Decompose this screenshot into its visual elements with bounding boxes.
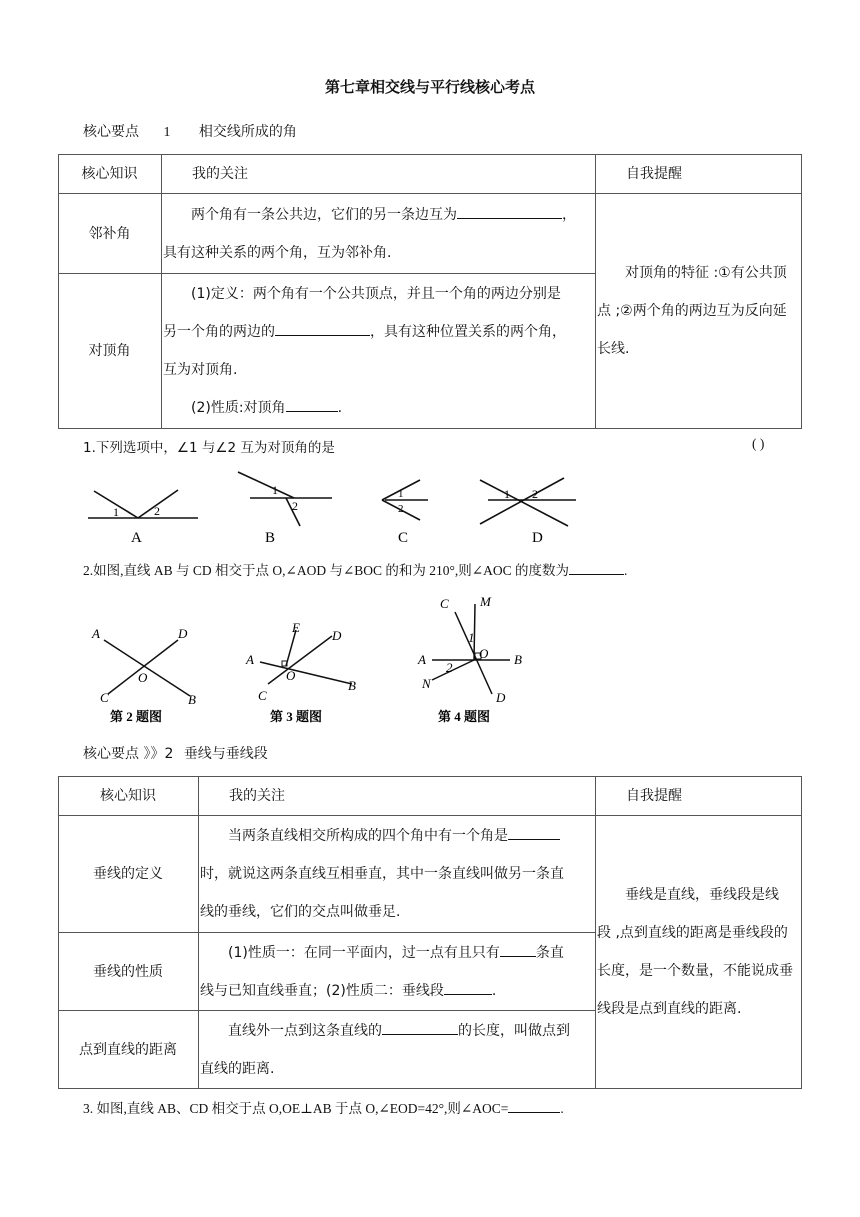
figure-2 xyxy=(91,626,196,724)
fill-blank xyxy=(500,942,536,957)
section-2-heading xyxy=(83,743,268,763)
text: . xyxy=(560,1101,564,1116)
text: (1)定义：两个角有一个公共顶点，并且一个角的两边分别是 xyxy=(191,286,561,302)
row-label-adjacent-supplementary: 邻补角 xyxy=(59,194,162,274)
cell-adjacent-content xyxy=(162,194,596,274)
text: (1)性质一：在同一平面内，过一点有且只有 xyxy=(228,944,500,961)
text: 线的垂线，它们的交点叫做垂足. xyxy=(200,904,401,920)
text: (2)性质:对顶角 xyxy=(191,400,286,416)
angle-label: 1 xyxy=(113,505,119,519)
figure-caption: 第 3 题图 xyxy=(270,709,323,724)
question-1-options-figure xyxy=(80,464,580,549)
text: 段 ,点到直线的距离是垂线段的 xyxy=(597,925,788,941)
point-label: A xyxy=(92,626,100,641)
text: . xyxy=(491,982,497,999)
figures-2-3-4 xyxy=(80,590,550,730)
text: 线与已知直线垂直；(2)性质二：垂线段 xyxy=(200,982,444,999)
cell-distance-content xyxy=(199,1011,596,1089)
text: 长线. xyxy=(597,341,630,357)
fill-blank xyxy=(382,1020,458,1035)
text: 时，就说这两条直线互相垂直，其中一条直线叫做另一条直 xyxy=(200,866,564,882)
text: 长度，是一个数量，不能说成垂 xyxy=(597,963,793,979)
answer-parentheses: ( ) xyxy=(752,436,765,451)
fill-blank xyxy=(508,825,560,840)
point-label: M xyxy=(480,594,491,609)
section-prefix: 核心要点 xyxy=(83,124,139,140)
section-number: 1 xyxy=(163,125,171,140)
cell-properties-content xyxy=(199,933,596,1011)
text: 两个角有一条公共边，它们的另一条边互为 xyxy=(191,206,457,223)
point-label: C xyxy=(258,688,267,703)
question-1 xyxy=(83,436,335,456)
fill-blank xyxy=(275,321,370,336)
angle-label: 2 xyxy=(532,487,538,501)
fill-blank xyxy=(444,980,492,995)
header-my-focus: 我的关注 xyxy=(199,777,596,816)
row-label-point-line-distance: 点到直线的距离 xyxy=(59,1011,199,1089)
option-d-label: D xyxy=(532,530,543,546)
text: 线段是点到直线的距离. xyxy=(597,1001,742,1017)
section-1-heading xyxy=(83,121,297,141)
question-2 xyxy=(83,559,627,579)
angle-label: 2 xyxy=(398,503,404,515)
row-label-vertical-angles: 对顶角 xyxy=(59,274,162,429)
figure-4 xyxy=(417,594,522,724)
table-perpendicular-lines xyxy=(58,776,802,1089)
figure-caption: 第 2 题图 xyxy=(110,709,163,724)
cell-reminder-2 xyxy=(596,816,802,1089)
angle-label: 1 xyxy=(504,487,510,501)
text: 直线外一点到这条直线的 xyxy=(228,1022,382,1039)
table-intersecting-angles xyxy=(58,154,802,429)
header-reminder: 自我提醒 xyxy=(596,155,802,194)
question-2-text: 2.如图,直线 AB 与 CD 相交于点 O,∠AOD 与∠BOC 的和为 210°,则∠AOC 的度数为 xyxy=(83,563,569,578)
angle-label: 2 xyxy=(446,660,453,675)
point-label: O xyxy=(286,668,296,683)
angle-label: 1 xyxy=(398,488,404,500)
text: 的长度，叫做点到 xyxy=(458,1022,570,1039)
text: 对顶角的特征 :①有公共顶 xyxy=(625,265,787,281)
text: 互为对顶角. xyxy=(163,362,238,378)
header-reminder: 自我提醒 xyxy=(596,777,802,816)
text: 当两条直线相交所构成的四个角中有一个角是 xyxy=(228,828,508,844)
angle-label: 2 xyxy=(154,504,160,518)
text: ，具有这种位置关系的两个角， xyxy=(370,324,566,340)
page-title: 第七章相交线与平行线核心考点 xyxy=(324,78,535,96)
text: 具有这种关系的两个角，互为邻补角. xyxy=(163,244,392,261)
angle-label: 1 xyxy=(468,630,475,645)
figure-3 xyxy=(245,620,356,724)
point-label: D xyxy=(178,626,188,641)
angle-label: 2 xyxy=(292,499,298,513)
text: . xyxy=(623,563,628,578)
section-title: 垂线与垂线段 xyxy=(183,746,268,762)
point-label: A xyxy=(246,652,254,667)
fill-blank xyxy=(286,397,338,412)
option-c-label: C xyxy=(398,530,409,546)
angle-label: 1 xyxy=(272,483,278,497)
point-label: O xyxy=(138,670,148,685)
point-label: O xyxy=(479,646,489,661)
row-label-perpendicular-properties: 垂线的性质 xyxy=(59,933,199,1011)
cell-reminder-1 xyxy=(596,194,802,429)
section-title: 相交线所成的角 xyxy=(198,124,297,140)
point-label: N xyxy=(422,676,431,691)
point-label: B xyxy=(188,692,196,707)
text: ， xyxy=(562,206,576,223)
row-label-perpendicular-definition: 垂线的定义 xyxy=(59,816,199,933)
option-b-label: B xyxy=(265,530,276,546)
cell-definition-content xyxy=(199,816,596,933)
header-core-knowledge: 核心知识 xyxy=(59,155,162,194)
fill-blank xyxy=(457,204,562,219)
question-3-text: 3. 如图,直线 AB、CD 相交于点 O,OE⊥AB 于点 O,∠EOD=42°,则∠AOC= xyxy=(83,1101,509,1116)
text: 另一个角的两边的 xyxy=(163,324,275,340)
point-label: A xyxy=(418,652,426,667)
point-label: D xyxy=(496,690,506,705)
text: . xyxy=(337,400,343,416)
cell-vertical-content xyxy=(162,274,596,429)
point-label: B xyxy=(514,652,522,667)
point-label: C xyxy=(440,596,449,611)
header-my-focus: 我的关注 xyxy=(162,155,596,194)
question-1-text: 1.下列选项中，∠1 与∠2 互为对顶角的是 xyxy=(83,440,335,456)
header-core-knowledge: 核心知识 xyxy=(59,777,199,816)
point-label: D xyxy=(332,628,342,643)
text: 点 ;②两个角的两边互为反向延 xyxy=(597,303,787,319)
point-label: B xyxy=(348,678,356,693)
point-label: E xyxy=(292,620,300,635)
figure-caption: 第 4 题图 xyxy=(438,709,491,724)
option-a-label: A xyxy=(131,530,142,546)
point-label: C xyxy=(100,690,109,705)
question-3 xyxy=(83,1097,564,1117)
section-prefix: 核心要点 》》2 xyxy=(83,746,174,762)
text: 直线的距离. xyxy=(200,1060,275,1077)
fill-blank xyxy=(569,560,624,575)
text: 条直 xyxy=(535,944,564,961)
text: 垂线是直线，垂线段是线 xyxy=(625,887,779,903)
fill-blank xyxy=(508,1098,560,1113)
